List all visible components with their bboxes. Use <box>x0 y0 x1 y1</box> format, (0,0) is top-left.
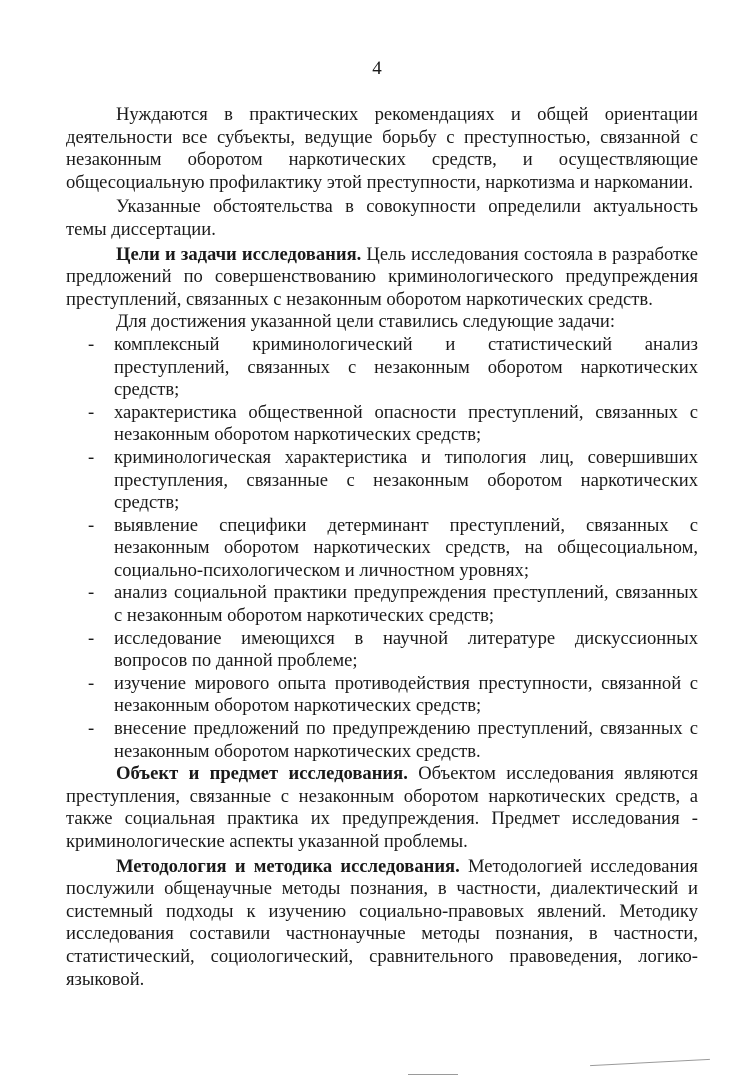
list-dash: - <box>88 333 95 355</box>
list-dash: - <box>88 446 95 468</box>
object-heading: Объект и предмет исследования. <box>116 763 408 785</box>
list-item-text: изучение мирового опыта противодействия преступности, связанной с незаконным оборотом наркотических средств; <box>114 672 698 717</box>
list-item-text: выявление специфики детерминант преступлений, связанных с незаконным оборотом наркотических средств, на общесоциальном, социально-психологическом и личностном уровнях; <box>114 514 698 581</box>
tasks-intro: Для достижения указанной цели ставились следующие задачи: <box>116 311 616 333</box>
list-dash: - <box>88 627 95 649</box>
list-item-text: характеристика общественной опасности преступлений, связанных с незаконным оборотом наркотических средств; <box>114 401 698 446</box>
list-item-text: внесение предложений по предупреждению преступлений, связанных с незаконным оборотом наркотических средств. <box>114 718 698 762</box>
document-body <box>66 104 698 991</box>
list-dash: - <box>88 582 95 604</box>
list-dash: - <box>88 401 95 423</box>
paragraph-object-subject <box>66 763 698 853</box>
list-dash: - <box>88 672 95 694</box>
tasks-list <box>66 334 698 763</box>
goals-heading: Цели и задачи исследования. <box>116 243 362 265</box>
list-item-text: криминологическая характеристика и типология лиц, совершивших преступления, связанные с незаконным оборотом наркотических средств; <box>114 446 698 514</box>
list-item <box>66 718 698 763</box>
scan-speck <box>590 1059 710 1066</box>
paragraph-practical-recommendations: Нуждаются в практических рекомендациях и общей ориентации деятельности все субъекты, ведущие борьбу с преступностью, связанной с незаконным оборотом наркотических средств, и осуществляющие общесоциальную профилактику этой преступности, наркотизма и наркомании. <box>66 104 698 193</box>
paragraph-goals <box>66 244 698 312</box>
list-dash: - <box>88 514 95 536</box>
list-item-text: исследование имеющихся в научной литературе дискуссионных вопросов по данной проблеме; <box>114 627 698 672</box>
list-item-text: анализ социальной практики предупреждения преступлений, связанных с незаконным оборотом наркотических средств; <box>114 582 698 627</box>
list-dash: - <box>88 718 95 740</box>
page-number: 4 <box>372 58 382 79</box>
list-item <box>66 334 698 402</box>
list-item <box>66 628 698 673</box>
list-item <box>66 582 698 627</box>
object-text: Объектом исследования являются преступления, связанные с незаконным оборотом наркотических средств, а также социальная практика их предупреждения. Предмет исследования - криминологические аспекты указанной проблемы. <box>66 763 698 852</box>
list-item <box>66 402 698 447</box>
paragraph-relevance: Указанные обстоятельства в совокупности определили актуальность темы диссертации. <box>66 196 698 240</box>
list-item-text: комплексный криминологический и статистический анализ преступлений, связанных с незаконным оборотом наркотических средств; <box>114 333 698 401</box>
list-item <box>66 673 698 718</box>
method-heading: Методология и методика исследования. <box>116 855 460 877</box>
paragraph-methodology <box>66 856 698 992</box>
list-item <box>66 515 698 583</box>
goals-text: Цель исследования состояла в разработке предложений по совершенствованию криминологического предупреждения преступлений, связанных с незаконным оборотом наркотических средств. <box>66 243 698 310</box>
method-text: Методологией исследования послужили общенаучные методы познания, в частности, диалектический и системный подходы к изучению социально-правовых явлений. Методику исследования составили частнонаучные методы познания, в частности, статистический, социологический, сравнительного правоведения, логико-языковой. <box>66 855 698 990</box>
scan-speck <box>408 1074 458 1075</box>
list-item <box>66 447 698 515</box>
